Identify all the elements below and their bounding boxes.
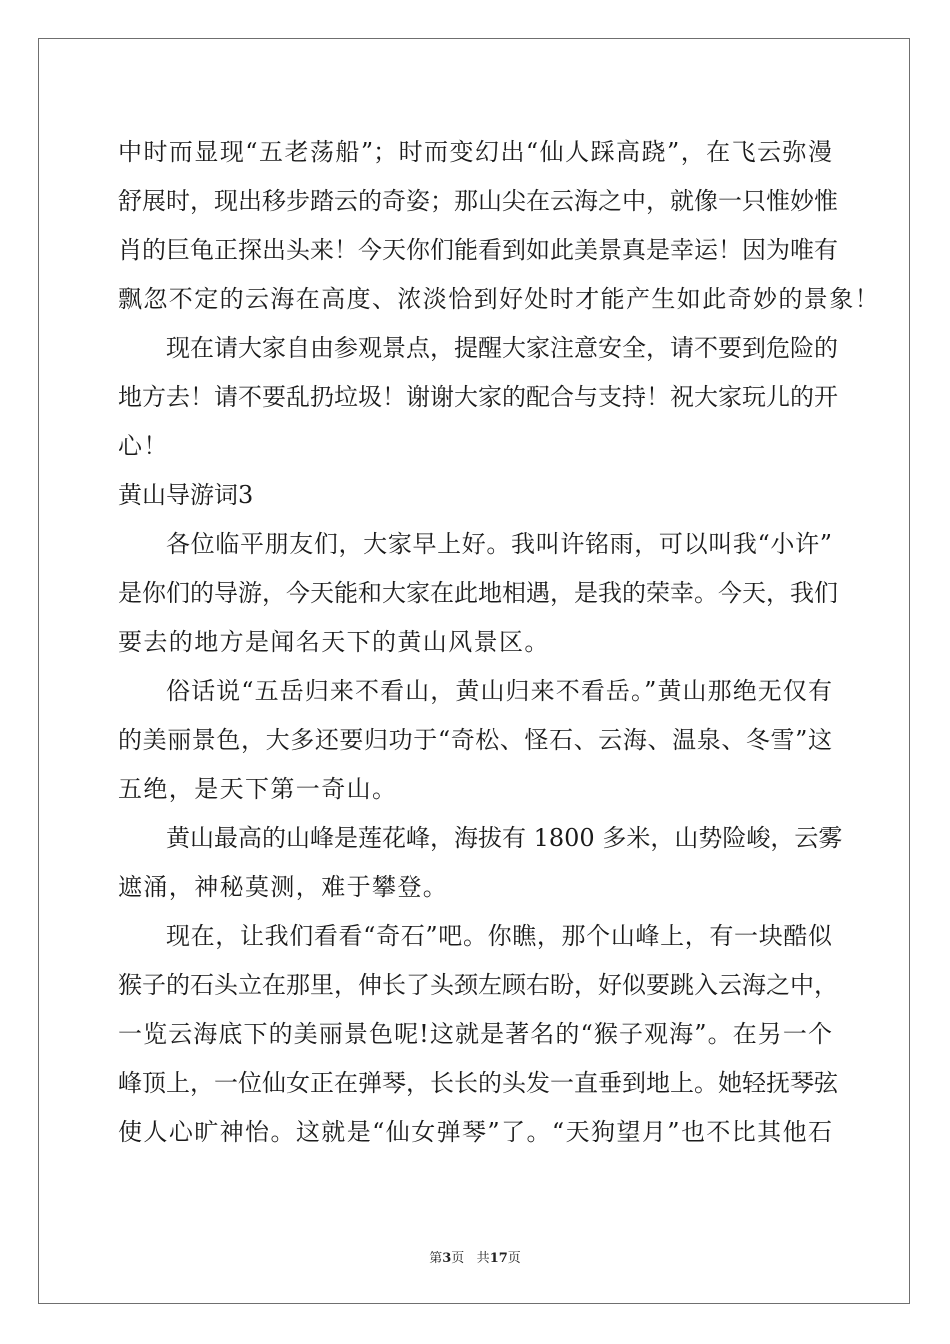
text-line: 飘忽不定的云海在高度、浓淡恰到好处时才能产生如此奇妙的景象！: [118, 285, 880, 313]
document-body: [118, 128, 880, 1157]
text-line: 遮涌，神秘莫测，难于攀登。: [118, 873, 449, 901]
footer-total-prefix: 共: [476, 1251, 490, 1266]
footer-total-pages: 17: [489, 1251, 508, 1266]
text-line: 的美丽景色，大多还要归功于“奇松、怪石、云海、温泉、冬雪”这: [118, 726, 832, 754]
text-line: 俗话说“五岳归来不看山，黄山归来不看岳。”黄山那绝无仅有: [166, 677, 832, 705]
footer-total-suffix: 页: [507, 1251, 521, 1266]
text-line: 中时而显现“五老荡船”；时而变幻出“仙人踩高跷”，在飞云弥漫: [118, 138, 832, 166]
text-line: 各位临平朋友们，大家早上好。我叫许铭雨，可以叫我“小许”: [166, 530, 832, 558]
text-line: 一览云海底下的美丽景色呢!这就是著名的“猴子观海”。在另一个: [118, 1020, 832, 1048]
footer-page-suffix: 页: [451, 1251, 465, 1266]
footer-page-number: 3: [442, 1251, 452, 1266]
text-line: 现在请大家自由参观景点，提醒大家注意安全，请不要到危险的: [166, 334, 838, 362]
text-line: 舒展时，现出移步踏云的奇姿；那山尖在云海之中，就像一只惟妙惟: [118, 187, 838, 215]
text-line: 峰顶上，一位仙女正在弹琴，长长的头发一直垂到地上。她轻抚琴弦: [118, 1069, 838, 1097]
text-line: 现在，让我们看看“奇石”吧。你瞧，那个山峰上，有一块酷似: [166, 922, 832, 950]
text-line: 是你们的导游，今天能和大家在此地相遇，是我的荣幸。今天，我们: [118, 579, 838, 607]
page-footer: [0, 1247, 950, 1266]
text-line: 要去的地方是闻名天下的黄山风景区。: [118, 628, 550, 656]
text-line: 地方去！请不要乱扔垃圾！谢谢大家的配合与支持！祝大家玩儿的开: [118, 383, 838, 411]
footer-prefix: 第: [429, 1251, 443, 1266]
text-line: 五绝，是天下第一奇山。: [118, 775, 398, 803]
text-line: 心！: [118, 432, 169, 460]
text-line: 使人心旷神怡。这就是“仙女弹琴”了。“天狗望月”也不比其他石: [118, 1118, 832, 1146]
text-line: 猴子的石头立在那里，伸长了头颈左顾右盼，好似要跳入云海之中，: [118, 971, 838, 999]
text-line: 黄山最高的山峰是莲花峰，海拔有 1800 多米，山势险峻，云雾: [166, 824, 843, 852]
text-line: 肖的巨龟正探出头来！今天你们能看到如此美景真是幸运！因为唯有: [118, 236, 838, 264]
section-heading: 黄山导游词3: [118, 481, 254, 509]
